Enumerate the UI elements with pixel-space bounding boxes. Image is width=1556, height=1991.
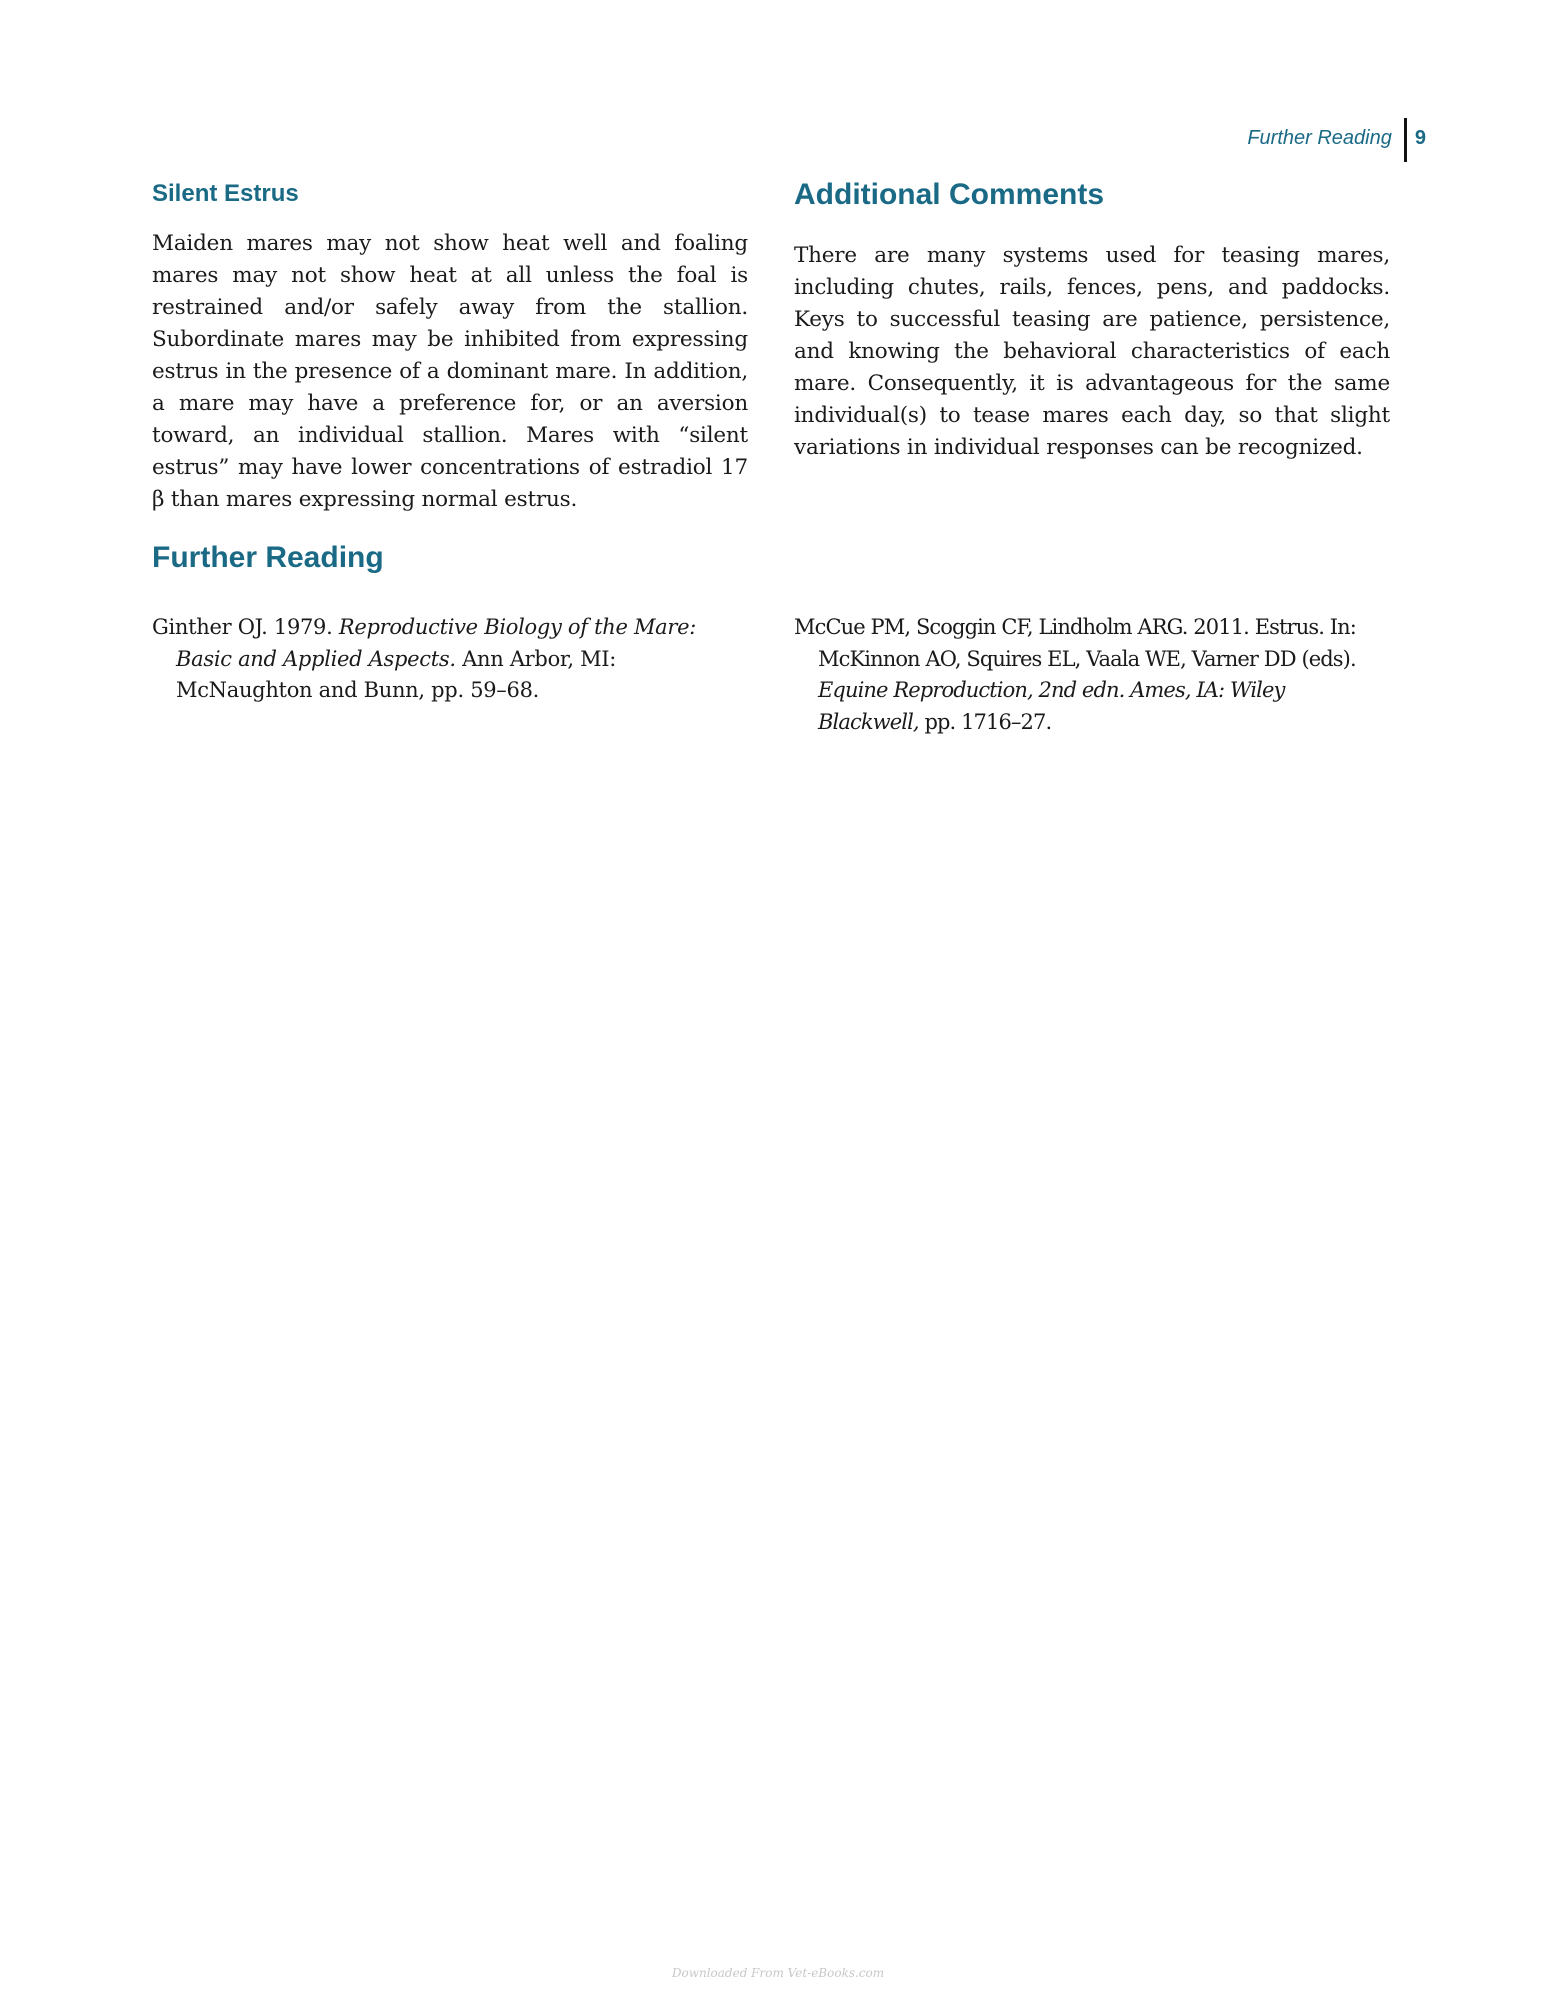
reference-authors: Ginther OJ. 1979.	[152, 615, 339, 639]
download-watermark: Downloaded From Vet-eBooks.com	[671, 1966, 885, 1980]
silent-estrus-heading: Silent Estrus	[152, 180, 299, 207]
running-head	[1247, 118, 1426, 162]
reference-list-right	[794, 612, 1390, 738]
silent-estrus-body: Maiden mares may not show heat well and foaling mares may not show heat at all unless the foal is restrained and/or safely away from the stallion. Subordinate mares may be inhibited from expressing estrus in the presence of a dominant mare. In addition, a mare may have a preference for, or an aversion toward, an individual stallion. Mares with “silent estrus” may have lower concentrations of estradiol 17 β than mares expressing normal estrus.	[152, 231, 748, 512]
further-reading-section	[152, 541, 748, 575]
further-reading-heading: Further Reading	[152, 541, 384, 574]
reference-details: pp. 1716–27.	[918, 709, 1052, 734]
page-number: 9	[1414, 127, 1426, 149]
reference-details: Ann Arbor, MI: McNaughton and Bunn, pp. 59–68.	[176, 646, 617, 702]
additional-comments-heading: Additional Comments	[794, 178, 1105, 211]
additional-comments-body: There are many systems used for teasing mares, including chutes, rails, fences, pens, and paddocks. Keys to successful teasing are patience, persistence, and knowing the behavioral characteristics of each mare. Consequently, it is advantageous for the same individual(s) to tease mares each day, so that slight variations in individual responses can be recognized.	[794, 243, 1390, 460]
silent-estrus-section	[152, 180, 748, 516]
reference-item	[794, 612, 1390, 738]
reference-list-left	[152, 612, 748, 707]
reference-title: Reproductive Biology of the Mare: Basic and Applied Aspects.	[176, 615, 697, 671]
running-head-title: Further Reading	[1247, 127, 1392, 149]
additional-comments-section	[794, 178, 1390, 464]
reference-item	[152, 612, 748, 707]
reference-authors: McCue PM, Scoggin CF, Lindholm ARG. 2011. Estrus. In: McKinnon AO, Squires EL, Vaala WE, Varner DD (eds).	[794, 615, 1356, 671]
reference-title: Equine Reproduction, 2nd edn. Ames, IA: Wiley Blackwell,	[818, 678, 1285, 734]
